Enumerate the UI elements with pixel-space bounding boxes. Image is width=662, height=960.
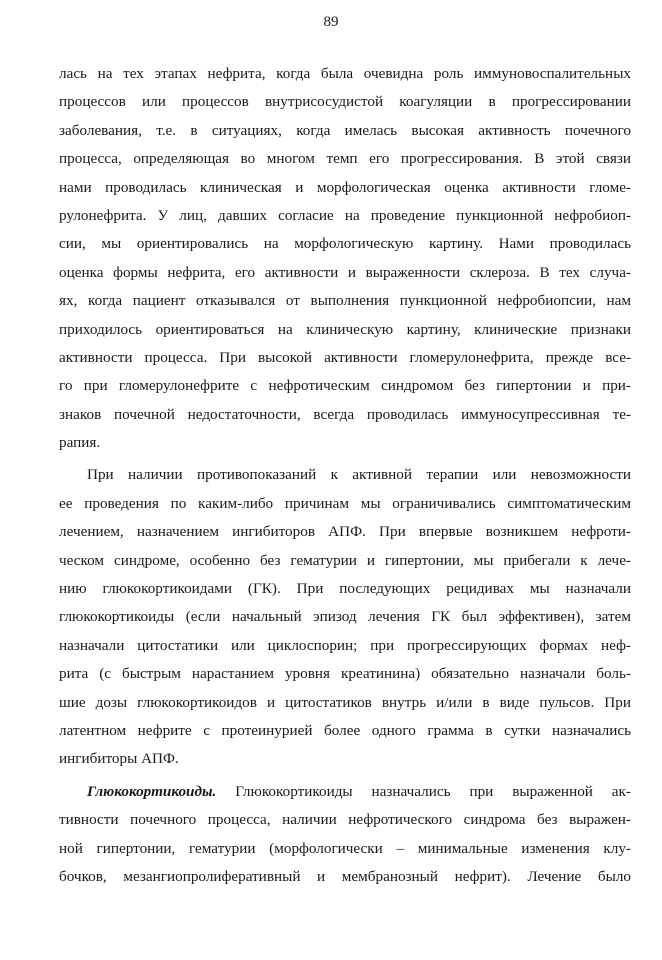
text-line: назначали цитостатики или циклоспорин; при прогрессирующих формах неф- [59,636,631,654]
text-line: лась на тех этапах нефрита, когда была очевидна роль иммуновоспалительных [59,65,631,82]
text-line: бочков, мезангиопролиферативный и мембранозный нефрит). Лечение было [59,867,631,885]
text-line: глюкокортикоиды (если начальный эпизод лечения ГК был эффективен), затем [59,608,631,626]
text-line: ческом синдроме, особенно без гематурии и гипертонии, мы прибегали к лече- [59,551,631,569]
text-line: рапия. [59,434,101,452]
page-number: 89 [323,14,339,30]
text-line: лечением, назначением ингибиторов АПФ. При впервые возникшем нефроти- [59,523,631,541]
text-line: латентном нефрите с протеинурией более одного грамма в сутки назначались [59,721,631,739]
text-line: нами проводилась клиническая и морфологическая оценка активности гломе- [59,178,631,196]
text-line: ной гипертонии, гематурии (морфологически – минимальные изменения клу- [59,839,631,857]
section-term: Глюкокортикоиды. [87,782,217,800]
text-line: При наличии противопоказаний к активной терапии или невозможности [87,466,631,484]
text-line: шие дозы глюкокортикоидов и цитостатиков внутрь и/или в виде пульсов. При [59,693,631,711]
paragraph [59,60,631,457]
text-line: тивности почечного процесса, наличии нефротического синдрома без выражен- [59,811,631,829]
text-line [59,778,631,806]
page-body [59,60,631,891]
text-line: нию глюкокортикоидами (ГК). При последующих рецидивах мы назначали [59,580,631,598]
text-line: ингибиторы АПФ. [59,750,179,768]
text-line: знаков почечной недостаточности, всегда проводилась иммуносупрессивная те- [59,405,631,423]
text-line: сии, мы ориентировались на морфологическую картину. Нами проводилась [59,235,631,253]
text-line: ее проведения по каким-либо причинам мы ограничивались симптоматическим [59,494,631,512]
text-line: процесса, определяющая во многом темп его прогрессирования. В этой связи [59,150,631,168]
text-run: Глюкокортикоиды назначались при выраженной ак- [216,782,631,800]
paragraph [59,778,631,892]
text-line: ях, когда пациент отказывался от выполнения пункционной нефробиопсии, нам [59,292,631,310]
text-line: рита (с быстрым нарастанием уровня креатинина) обязательно назначали боль- [59,665,631,683]
text-line: приходилось ориентироваться на клиническую картину, клинические признаки [59,320,631,338]
text-line: заболевания, т.е. в ситуациях, когда имелась высокая активность почечного [59,121,631,139]
text-line: активности процесса. При высокой активности гломерулонефрита, прежде все- [59,348,631,366]
paragraph [59,461,631,773]
text-line: оценка формы нефрита, его активности и выраженности склероза. В тех случа- [59,263,631,281]
text-line: процессов или процессов внутрисосудистой коагуляции в прогрессировании [59,93,631,111]
text-line: рулонефрита. У лиц, давших согласие на проведение пункционной нефробиоп- [59,206,631,224]
text-line: го при гломерулонефрите с нефротическим синдромом без гипертонии и при- [59,377,631,395]
